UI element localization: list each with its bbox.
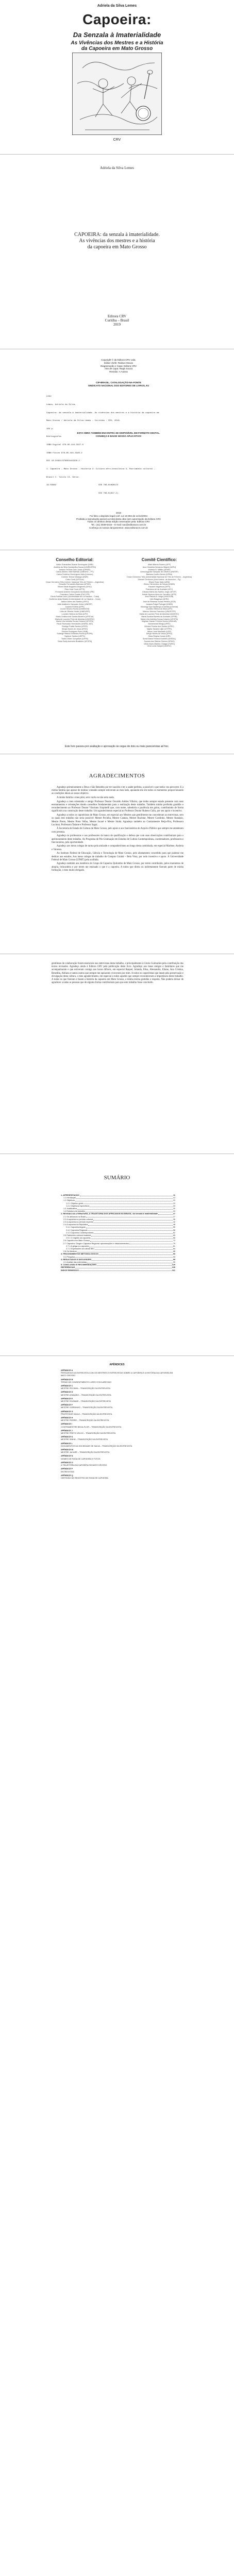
editorial-council-member: Maria Cristina dos Santos Bezerra (UFSCar) xyxy=(56,615,94,618)
appendix-description: TERMO DE CONSENTIMENTO LIVRE E ESCLARECIDO xyxy=(61,1381,112,1383)
toc-entry-page: 93 xyxy=(173,1253,175,1256)
cip-line: 1. Capoeira – Mato Grosso – História 2. Cultura afro-brasileira 3. Patrimônio cultural – xyxy=(46,468,156,470)
rights-line: Foi feito o depósito legal conf. Lei 10.994 de 14/12/2004 xyxy=(89,514,148,517)
toc-entry-page: 55 xyxy=(173,1226,175,1229)
toc-entry-page: 72 xyxy=(173,1240,175,1242)
toc-entry-label: 2.8 Os Mestres xyxy=(63,1250,77,1253)
acknowledgements-title: AGRADECIMENTOS xyxy=(89,773,145,779)
toc-leader-dots xyxy=(94,1221,173,1223)
title-page-title xyxy=(0,232,234,250)
editorial-council-member: Lídia de Oliveira Xavier (UNIEURO) xyxy=(59,611,90,613)
toc-entry-label: 2.3 A capoeira no período imperial xyxy=(63,1221,93,1224)
toc-leader-dots xyxy=(86,1216,172,1218)
editorial-council-title: Conselho Editorial: xyxy=(56,557,94,562)
notice-line-1: ESTA OBRA TAMBÉM ENCONTRA-SE DISPONÍVEL EM FORMATO DIGITAL. xyxy=(77,432,160,434)
toc-entry-page: 84 xyxy=(173,1248,175,1250)
appendix-heading: APÊNDICE I xyxy=(61,1423,72,1426)
rights-line: Tel.: (41) 3039-6418 – E-mail: sac@editoracrv.com.br xyxy=(91,523,146,527)
toc-entry-label: 2.7 Capoeira: Ginga e Capoeira Regional: aproximações e distanciamentos xyxy=(63,1242,129,1245)
cip-line: Bibliografia xyxy=(46,436,61,438)
toc-leader-dots xyxy=(91,1231,175,1236)
toc-leader-dots xyxy=(88,1229,173,1231)
editorial-council-list xyxy=(36,564,113,643)
toc-entry-label: 4. RESULTADOS E DISCUSSÕES xyxy=(61,1258,92,1261)
editorial-council-member: Andréia da Silva Quintanilha Sousa (UNIR/UFRN) xyxy=(54,566,96,568)
scientific-committee-member: Diosnel Centurion (Univ Americ. de Asunción – Py) xyxy=(138,578,181,581)
toc-entry-page: 20 xyxy=(173,1208,175,1210)
toc-entry-page: 27 xyxy=(173,1213,175,1215)
appendix-entry[interactable] xyxy=(61,1436,175,1441)
continuation-text xyxy=(52,962,183,985)
pub-line-1: Editora CRV xyxy=(107,314,127,318)
editorial-council-member: Élsio José Corá (UFFS) xyxy=(64,588,85,590)
scientific-committee-member: Ana Chrystina Venancio Mignot (UERJ) xyxy=(142,566,176,568)
appendix-heading: APÊNDICE C xyxy=(61,1385,73,1387)
cip-line: ISBN Digital 978-85-444-3327-5 xyxy=(46,444,84,447)
editorial-council-member: Cesar Gerónimo Tello (Univer. Nacional Três de Febrero – Argentina) xyxy=(45,581,104,583)
scientific-committee-member: Sérgio Nunes de Jesus (IFRO) xyxy=(146,633,173,635)
scientific-committee-member: Vânia Alves Martins Chaigar (FURG) xyxy=(143,642,175,645)
appendix-description: MESTRE ROZIMAR – TRANSCRIÇÃO DA ENTREVISTA xyxy=(61,1400,111,1403)
toc-entry-label: ÍNDICE REMISSIVO xyxy=(61,1269,79,1272)
appendix-description: ENTREVISTAS xyxy=(61,1470,75,1473)
toc-entry-label: 1. APRESENTAÇÃO xyxy=(61,1194,79,1196)
cover-publisher: CRV xyxy=(113,138,121,142)
editorial-council-member: Antônio Pereira Gaio Júnior (UFRRJ) xyxy=(59,568,91,571)
toc-entry-label: 2.6 Capoeira em Mato Grosso xyxy=(63,1240,90,1242)
toc-entry-page: 19 xyxy=(173,1202,175,1205)
cover-subtitle-2 xyxy=(0,40,234,52)
toc-leader-dots xyxy=(90,1205,172,1207)
toc-entry-page: 99 xyxy=(173,1261,175,1264)
appendix-entry[interactable] xyxy=(61,1423,175,1428)
editorial-council-member: Aldira Guimarães Duarte Domínguez (UNB) xyxy=(56,564,93,566)
scientific-committee-member: Jussara Fraga Portugal (UNEB) xyxy=(145,603,173,605)
toc-entry-page: 65 xyxy=(173,1234,175,1237)
toc-entry-label: 2.2 A capoeira no período colonial xyxy=(63,1218,93,1221)
credit-line: Revisão: A Autora xyxy=(109,370,128,374)
appendix-description: PERGUNTAS DA ENTREVISTA COM OS MESTRES E ENTREVISTAS SOBRE A CAPOEIRA E A HISTÓRIA DA CAPOEIRA EM MATO GROSSO xyxy=(61,1372,173,1377)
toc-leader-dots xyxy=(83,1202,173,1205)
cover-page xyxy=(0,0,234,155)
toc-leader-dots xyxy=(88,1224,172,1226)
appendix-heading: APÊNDICE M xyxy=(61,1449,73,1451)
toc-entry-page: 161 xyxy=(172,1269,175,1272)
appendix-entry[interactable] xyxy=(61,1449,175,1454)
cip-record xyxy=(46,391,191,500)
scientific-committee-member: Silvia Regina Canan (URI) xyxy=(148,635,171,638)
toc-entry-page: 88 xyxy=(173,1250,175,1253)
appendix-description: DOCUMENTOS DA SOCIEDADE DE SALVA – TRANSCRIÇÃO DA ENTREVISTA xyxy=(61,1445,132,1447)
editorial-council-member: Carmen Tereza Velanga (UNIR) xyxy=(61,575,88,578)
editorial-council-member: João Adalberto Campato Junior (UNESP) xyxy=(57,603,92,605)
scientific-committee-member: Maria de Lourdes Pinto de Almeida (UNOESC) xyxy=(139,613,179,615)
toc-leader-dots xyxy=(79,1269,172,1272)
editorial-council-member: Rodrigo Pratte-Santos (UFES) xyxy=(62,625,88,628)
appendix-entry[interactable] xyxy=(61,1475,175,1480)
scientific-committee-member: Sonia Maria Ferreira Koehler (UNISAL) xyxy=(142,637,176,640)
editorial-council-member: Leonel Severo Rocha (UNISINOS) xyxy=(60,608,90,611)
title-line-2: As vivências dos mestres e a história xyxy=(79,238,155,244)
editorial-council-member: Fernando Antônio Gonçalves Alcoforado (IPB) xyxy=(55,590,94,593)
appendix-description: MESTRE PECINHA – TRANSCRIÇÃO DA ENTREVISTA xyxy=(61,1387,111,1390)
toc-entry-label: 5. CONCLUSÃO E RECOMENDAÇÕES xyxy=(61,1264,96,1266)
editorial-council-member: Elione Maria Nogueira Diogenes (UFAL) xyxy=(58,586,92,588)
appendix-description: CERTIDÃO DE REGISTRO DE RODA DE CAPOEIRA xyxy=(61,1477,108,1479)
toc-entry-label: 1.2.2 Objetivos específicos xyxy=(66,1205,90,1207)
appendix-heading: APÊNDICE O xyxy=(61,1461,73,1464)
appendix-heading: APÊNDICE F xyxy=(61,1404,73,1406)
pub-line-3: 2019 xyxy=(113,323,121,327)
toc-entry-page: 135 xyxy=(172,1266,175,1269)
scientific-committee-member: Mohammed Elhajji (UFRJ) xyxy=(148,623,171,625)
toc-page xyxy=(0,1154,234,1356)
appendix-entry[interactable] xyxy=(61,1385,175,1390)
toc-leader-dots xyxy=(158,1213,173,1215)
toc-entry-page: 42 xyxy=(173,1221,175,1224)
councils-page xyxy=(0,550,234,754)
toc-entry-label: 3.1 Pesquisa xyxy=(63,1256,75,1258)
cip-title: CIP-BRASIL. CATALOGAÇÃO-NA-FONTE xyxy=(96,381,141,384)
cover-stamp xyxy=(136,106,151,121)
scientific-committee-member: Eliane Rose Maio (UEM) xyxy=(148,581,170,583)
cip-line: DOI 10.24824/978854443328.2 xyxy=(46,460,80,463)
toc-leader-dots xyxy=(92,1259,172,1261)
toc-leader-dots xyxy=(93,1215,175,1221)
toc-entry-label: 1.2.1 Objetivo geral xyxy=(66,1202,83,1205)
toc-leader-dots xyxy=(75,1266,171,1268)
cip-line: Brasil I. Título II. Série. xyxy=(46,476,80,479)
toc-leader-dots xyxy=(86,1210,173,1212)
cip-line: Mato Grosso / Adriela da Silva Lemes – Curitiba : CRV, 2019. xyxy=(46,420,121,422)
appendix-description: CONTRAMESTRE BEIJA-FLOR – TRANSCRIÇÃO DA ENTREVISTA xyxy=(61,1426,122,1428)
credit-line: Arte de Capa: Regis Souza xyxy=(104,367,133,370)
appendix-entry[interactable] xyxy=(61,1462,175,1467)
scientific-committee-member: Ilma Passos A. Veiga (UNICEUB) xyxy=(145,596,174,598)
editorial-council-member: Josania Portela (UFPI) xyxy=(65,605,85,608)
toc-entry-page: 48 xyxy=(173,1224,175,1226)
notice-line-2: CONHEÇA E BAIXE NOSSO APLICATIVO! xyxy=(95,434,142,437)
copyright-page xyxy=(0,349,234,550)
scientific-committee-list xyxy=(121,564,198,648)
appendix-description: MESTRE ATANÁSIO – TRANSCRIÇÃO DA ENTREVISTA xyxy=(61,1394,111,1396)
appendix-heading: APÊNDICE D xyxy=(61,1391,73,1394)
editorial-council-member: Paulo Romualdo Hernandes (UNIFAL-MG) xyxy=(57,623,93,625)
editorial-council-member: Maria Lília Imbiriba Sousa Colares (UFOPA) xyxy=(56,620,94,623)
toc-entry-page: 62 xyxy=(173,1231,175,1234)
scientific-committee-member: Kilwangy Kya Kapitango-a-Samba (Unemat) xyxy=(140,605,178,608)
continuation-paragraph: gentilezas de colaboração foram essenciais nas entrevistas desta trabalho, e principalmente à Gloria Guimarães pela contribuição dos textos revisados. Agradeço ainda à Editora CRV pela publicação deste livro. Agradeço aos meus amigos e familiares que me acompanharam e que estiveram comigo nas horas difíceis, em especial Raquel, Iolanda, Elisa, Alessandra, Eliane, Ana Cristina, Benedita, Adriana e tantos outros que sempre me apoiaram e torceram por mim. A todos os capoeiristas que lutam pela preservação e divulgação desta cultura, o meu agradecimento, em especial a todos aqueles que sempre reconheceram a importância deste trabalho. A todos os que fizeram e fazem a história da capoeira em Mato Grosso, a minha eterna gratidão e respeito. Não poderia deixar de agradecer a todas as pessoas que de alguma forma contribuíram para que este trabalho fosse concluído. xyxy=(52,962,183,985)
toc-entry-label: 2. REVISÃO DA LITERATURA, A TRAJETÓRIA DOS AFRICANOS NO BRASIL, da senzala à imaterialidade xyxy=(61,1213,158,1215)
appendix-heading: APÊNDICE Q xyxy=(61,1474,73,1477)
appendix-entry[interactable] xyxy=(61,1417,175,1422)
appendices-list xyxy=(61,1369,175,1481)
appendix-entry[interactable] xyxy=(61,1411,175,1416)
appendix-entry[interactable] xyxy=(61,1455,175,1460)
scientific-committee-member: Vera Lucia Gaspar (UDESC) xyxy=(147,645,172,648)
title-line-3: da capoeira em Mato Grosso xyxy=(87,244,147,250)
pub-line-2: Curitiba – Brasil xyxy=(105,318,129,323)
toc-entry-page: 11 xyxy=(173,1194,175,1196)
scientific-committee-member: Fauston Negreiros (UFPI) xyxy=(148,586,171,588)
scientific-committee-member: Najela Tavares Ujiie (UTFPR) xyxy=(146,628,172,630)
scientific-committee xyxy=(121,557,198,648)
toc-entry-page: 93 xyxy=(173,1256,175,1258)
appendix-heading: APÊNDICE P xyxy=(61,1468,73,1470)
editorial-council-member: Solange Helena Ximenes-Rocha (UFOPA) xyxy=(57,633,93,635)
cover-author: Adriela da Silva Lemes xyxy=(97,4,137,8)
appendix-heading: APÊNDICE K xyxy=(61,1436,73,1438)
scientific-committee-member: Míghian Danae Ferreira Nunes (UNILAB) xyxy=(142,620,177,623)
appendix-entry[interactable] xyxy=(61,1430,175,1435)
appendix-heading: APÊNDICE N xyxy=(61,1455,73,1458)
scientific-committee-member: Nilson José Machado (USP) xyxy=(147,630,172,633)
toc-leader-dots xyxy=(99,1253,173,1255)
scientific-committee-member: Inês Bragança (UERJ) xyxy=(149,598,169,601)
toc-entry-page: 27 xyxy=(173,1215,175,1218)
scientific-committee-member: Gláucia Maria dos Santos Jorge (UFOP) xyxy=(142,590,177,593)
toc-entry-page: 81 xyxy=(173,1245,175,1247)
scientific-committee-member: Andréia N. Militão (UEMS) xyxy=(148,568,171,571)
scientific-committee-member: Suzana dos Santos Gomes (UFMG) xyxy=(144,640,175,642)
toc-entry-label: 1.4 Estrutura do trabalho xyxy=(63,1210,85,1213)
appendix-description: MESTRE JACARÉ – TRANSCRIÇÃO DA ENTREVISTA xyxy=(61,1451,110,1454)
cip-header xyxy=(46,381,191,387)
toc-entry-page: 19 xyxy=(173,1205,175,1207)
acknowledgement-paragraph: Agradeço primeiramente a Deus e São Benedito por ter nascido e ter a saúde perfeita, a possível o que tenho vou percorrer. E à minha família que apesar de minhas vontades sempre estiveram ao meu lado, apoiando-me em todos os momentos proporcionando as condições ideais ao nosso objetivo. xyxy=(52,786,183,795)
toc-leader-dots xyxy=(80,1194,173,1196)
appendices-title: APÊNDICES xyxy=(109,1363,125,1366)
toc-leader-dots xyxy=(76,1197,172,1199)
editorial-council-member: Sydione Santos (UEPG) xyxy=(64,635,85,638)
toc-leader-dots xyxy=(129,1243,173,1245)
toc-title: SUMÁRIO xyxy=(104,1175,130,1181)
title-page xyxy=(0,155,234,349)
toc-entry-label: 1.3 Justificativa xyxy=(63,1208,77,1210)
scientific-committee-member: Maria Lília Imbiriba Sousa Colares (UFOPA) xyxy=(140,618,178,620)
scientific-committee-member: Barbara Coelho Neves (UFBA) xyxy=(146,573,173,576)
scientific-committee-member: Francisco Ari de Andrade (UFC) xyxy=(145,588,173,590)
scientific-committee-member: Maria Eurácia Barreto de Andrade (UFRB) xyxy=(141,615,177,618)
acknowledgement-paragraph: Agradeço a todos os capoeiristas de Mato Grosso, em especial aos Mestres que gentilmente me concederam as entrevistas, sem os quais este trabalho não seria possível: Mestre Pecinha, Mestre Catatau, Mestre Rozimar, Mestre Gordinho, Mestre Atanásio, Mestre Pierre, Mestre Preto Velho, Mestre Jacaré e Mestre Sinhá. Agradeço também ao Contramestre Beija-Flor, Professora Lucimar, Professora Tatiane e Professor Sagui. xyxy=(52,814,183,826)
toc-entry-label: 1.2 Objetivos xyxy=(63,1199,75,1202)
editorial-council-member: Gloria Fariñas León (Universidade de La Havana – Cuba) xyxy=(50,596,99,598)
toc-entry-label: 4.1 Análise das entrevistas xyxy=(63,1261,87,1264)
appendix-description: MESTRE GORDINHO – TRANSCRIÇÃO DA ENTREVISTA xyxy=(61,1406,113,1409)
toc-entry-page: 68 xyxy=(173,1237,175,1240)
editorial-council-member: Celso Conti (UFSCar) xyxy=(65,578,84,581)
acknowledgement-paragraph: Agradeço também aos membros do Grupo de Capoeira Quilombo de Mato Grosso, por terem contribuído, pelos momentos de alegria, brincadeira e por terem me ensinado o que é a capoeira. A todos que direta ou indiretamente fizeram parte de minha formação, o meu muito obrigado. xyxy=(52,862,183,872)
toc-entry-label: 2.5.1 O registro da capoeira xyxy=(66,1237,91,1240)
acknowledgements-text xyxy=(52,786,183,873)
appendix-heading: APÊNDICE G xyxy=(61,1410,73,1413)
cip-line: 19-55962 CDD 796.81098172 xyxy=(46,484,119,487)
appendix-heading: APÊNDICE J xyxy=(61,1429,73,1432)
toc-leader-dots xyxy=(95,1248,173,1250)
toc-entry-label: 2.7.1 A ginga e a capoeira xyxy=(66,1245,89,1247)
appendix-entry[interactable] xyxy=(61,1443,175,1448)
acknowledgement-paragraph: Agradeço às professoras e aos professores da banca de qualificação e defesa que com suas observações contribuíram para o aprimoramento deste trabalho. Ao Programa de Pós-Graduação em Estudos de Cultura Contemporânea, coordenadores, professores e funcionários, pela oportunidade. xyxy=(52,835,183,844)
acknowledgement-paragraph: À Secretaria de Estado de Cultura de Mato Grosso, pelo apoio e aos funcionários do Arquivo Público que sempre me atenderam com presteza. xyxy=(52,827,183,834)
scientific-committee-member: Helder Buenos Aires de Carvalho (UFPI) xyxy=(142,593,177,596)
cover-subtitle: Da Senzala à Imaterialidade xyxy=(73,31,161,39)
scientific-committee-member: Lourdes Helena da Silva (UFV) xyxy=(146,608,173,611)
appendix-description: MESTRE PIERRE – TRANSCRIÇÃO DA ENTREVISTA xyxy=(61,1419,109,1422)
scientific-committee-title: Comitê Científico: xyxy=(141,557,177,562)
acknowledgement-paragraph: Agradeço a meu orientador e amigo Professor Doutor Osvaldo Arêdes Villalva, que tenho sempre estado presente com seus ensinamentos e orientações dando conselhos fundamentais para a realização deste trabalho. Também minha profunda gratidão e reconhecimento ao Professor Doutor Vitoriano Scapinelli que, com nome, sabedoria e paciência me guiou, contribuindo de forma significativa na construção deste trabalho. Um agradecimento especial ao Professor Doutor Rubens Caliu, por seu apoio e incentivo. xyxy=(52,800,183,813)
cip-line: Lemes, Adriela da Silva. xyxy=(46,404,76,406)
scientific-committee-member: Marcos Vinicius Francisco (UNOESTE) xyxy=(142,611,176,613)
appendix-entry[interactable] xyxy=(61,1468,175,1473)
rights-line: Conheça os nossos lançamentos: www.editoracrv.com.br xyxy=(89,526,148,529)
toc-entry-label: 2.1 Os africanos no Brasil xyxy=(63,1215,86,1218)
credit-line: Editor-chefe: Railson Moura xyxy=(104,361,133,364)
title-page-author: Adriela da Silva Lemes xyxy=(100,166,134,170)
toc-leader-dots xyxy=(86,1226,173,1228)
cover-subtitle-2-line2: da Capoeira em Mato Grosso xyxy=(81,46,153,52)
acknowledgement-paragraph: Agradeço aos meus colegas de turma pela amizade e companheirismo ao longo desta caminhada, em especial Marlene, Andreia e Vanessa. xyxy=(52,845,183,851)
toc-leader-dots xyxy=(77,1208,173,1210)
toc-leader-dots xyxy=(87,1258,175,1263)
appendix-entry[interactable] xyxy=(61,1391,175,1396)
scientific-committee-member: Elizeu Clementino de Souza (UNEB) xyxy=(143,583,175,586)
rights-line: Proibida a reprodução parcial ou total desta obra sem autorização da Editora CRV xyxy=(76,517,161,520)
toc-entry-label: REFERÊNCIAS xyxy=(61,1266,75,1269)
appendix-heading: APÊNDICE E xyxy=(61,1397,73,1400)
title-page-publisher xyxy=(0,314,234,327)
toc-leader-dots xyxy=(77,1250,173,1252)
toc-entry-label: 2.4.2 Capoeira Regional xyxy=(66,1229,87,1231)
appendix-heading: APÊNDICE L xyxy=(61,1442,73,1445)
toc-leader-dots xyxy=(75,1199,173,1201)
credit-line: Diagramação e Capa: Editora CRV xyxy=(101,364,137,367)
toc-entry-page: 24 xyxy=(173,1210,175,1213)
editorial-council-member: Guillermo Arias Beatón (Universidade de La Havana – Cuba) xyxy=(49,598,101,601)
cip-line: L552 xyxy=(46,396,52,398)
legal-rights xyxy=(46,512,191,530)
rights-year: 2019 xyxy=(115,512,121,514)
appendix-description: MESTRE SINHÁ – TRANSCRIÇÃO DA ENTREVISTA xyxy=(61,1438,108,1441)
editorial-council-member: Lourdes Helena da Silva (UFV) xyxy=(61,613,88,615)
appendix-heading: APÊNDICE H xyxy=(61,1417,73,1419)
appendix-entry[interactable] xyxy=(61,1369,175,1378)
copyright-credits xyxy=(46,359,191,374)
editorial-council-member: Carlos Alberto Vilar Estêvão (UMINHO – PT) xyxy=(56,571,94,573)
appendix-heading: APÊNDICE B xyxy=(61,1378,73,1381)
toc-list xyxy=(61,1194,175,1272)
cip-line: ISBN Físico 978-85-444-3328-2 xyxy=(46,452,82,454)
cip-line: 164 p. xyxy=(46,428,54,430)
acknowledgement-paragraph: Ao Instituto Federal de Educação, Ciência e Tecnologia de Mato Grosso, pelo afastamento concedido para que pudesse me dedicar aos estudos. Aos meus colegas de trabalho do Campus Cuiabá – Bela Vista, por todo incentivo e apoio. À Universidade Federal de Mato Grosso (UFMT) pela acolhida. xyxy=(52,852,183,861)
toc-entry-label: 1.1 Introdução xyxy=(63,1197,76,1199)
editorial-council-member: Jailson Alves dos Santos (UFRJ) xyxy=(61,600,89,603)
appendix-description: PROFESSOR SAGUI – TRANSCRIÇÃO DA ENTREVISTA xyxy=(61,1413,112,1415)
editorial-council-member: Sérgio Nunes de Jesus (IFRO) xyxy=(61,628,88,630)
toc-entry-page: 35 xyxy=(173,1218,175,1221)
editorial-council-member: Tadeu Oliver Gonçalves (UFPA) xyxy=(61,637,89,640)
scientific-committee-member: Mônica Pereira dos Santos (UFRJ) xyxy=(144,625,174,628)
toc-entry-page: 58 xyxy=(173,1229,175,1231)
appendices-page xyxy=(0,1356,234,2576)
toc-entry-page: 129 xyxy=(172,1264,175,1266)
scientific-committee-member: Anna Augusta Sampaio de Oliveira (UNESP) xyxy=(140,571,178,573)
scientific-committee-member: José de Ribamar Sousa Pereira (UCB) xyxy=(143,600,176,603)
toc-entry-page: 19 xyxy=(173,1199,175,1202)
appendix-heading: APÊNDICE A xyxy=(61,1369,73,1371)
title-line-1: CAPOEIRA: da senzala à imaterialidade. xyxy=(74,232,160,238)
toc-entry-label: 2.4 A capoeira na República xyxy=(63,1224,88,1226)
toc-entry-label: 2.7.2 Expressões da cultura afro xyxy=(66,1248,94,1250)
appendix-description: NOMES DE RODA DE CAPOEIRA E FOTOS xyxy=(61,1458,101,1460)
toc-entry-page: 13 xyxy=(173,1197,175,1199)
editorial-council xyxy=(36,557,113,643)
appendix-entry[interactable] xyxy=(61,1379,175,1384)
cover-title: Capoeira: xyxy=(82,11,152,27)
scientific-committee-member: Cesar Gerónimo Tello (Universidad Nacional de Três de Febrero – Argentina) xyxy=(127,575,192,578)
editorial-council-member: Tania Suely Azevedo Brasileiro (UFOPA) xyxy=(57,640,92,642)
editorial-council-member: Carlos Federico Domínguez Avila (Unieuro) xyxy=(56,573,93,576)
cover-illustration xyxy=(72,53,162,135)
peer-review-note: Este livro passou por avaliação e aprovação às cegas de dois ou mais pareceristas ad hoc. xyxy=(64,745,170,748)
toc-entry[interactable] xyxy=(61,1269,175,1272)
acknowledgements-continued-page xyxy=(0,954,234,1154)
cover-subtitle-2-line1: As Vivências dos Mestres e a História xyxy=(71,40,163,46)
toc-entry-page: 79 xyxy=(173,1242,175,1245)
cip-line: CDU 796.8(817.2) xyxy=(46,492,119,495)
toc-entry-label: 2.4.1 Capoeira Angola xyxy=(66,1226,86,1229)
toc-entry-page: 99 xyxy=(173,1258,175,1261)
acknowledgement-paragraph: A minha família o meu pilar, sem vocês eu não seria nada. xyxy=(57,796,114,800)
cip-line: Capoeira: da senzala à imaterialidade. As vivências dos mestres e a história da capoeira em xyxy=(46,412,159,414)
credit-line: Copyright © da Editora CRV Ltda. xyxy=(101,359,136,361)
toc-entry-label: 3. PROCEDIMENTOS METODOLÓGICOS xyxy=(61,1253,98,1256)
editorial-council-member: Francisco Carlos Duarte (PUC-PR) xyxy=(60,593,90,596)
toc-leader-dots xyxy=(75,1256,173,1258)
editorial-council-member: Maria de Lourdes Pinto de Almeida (UNOESC) xyxy=(55,618,95,620)
toc-entry-label: 2.4.3 Capoeira Contemporânea xyxy=(66,1231,94,1234)
editorial-council-member: Simone Rodrigues Pinto (UNB) xyxy=(61,630,88,633)
appendix-entry[interactable] xyxy=(61,1404,175,1409)
toc-leader-dots xyxy=(90,1240,173,1242)
toc-leader-dots xyxy=(91,1237,173,1239)
rights-line: Todos os direitos desta edição reservados pela: Editora CRV xyxy=(87,520,150,523)
toc-entry-label: 2.5 Patrimônio cultural imaterial xyxy=(63,1234,91,1237)
digital-notice xyxy=(46,432,191,438)
toc-leader-dots xyxy=(97,1264,172,1266)
appendix-description: MESTRE PRETO VELHO – TRANSCRIÇÃO DA ENTREVISTA xyxy=(61,1432,116,1435)
cip-subtitle: SINDICATO NACIONAL DOS EDITORES DE LIVROS, RJ xyxy=(88,384,149,387)
editorial-council-member: Eduardo Fernandes Barbosa (UFMG) xyxy=(59,583,91,586)
scientific-committee-member: Altair Alberto Fávero (UPF) xyxy=(147,564,171,566)
appendix-description: A TRAJETÓRIA DA CAPOEIRA EM MATO GROSSO xyxy=(61,1464,107,1467)
toc-leader-dots xyxy=(94,1232,173,1234)
appendix-entry[interactable] xyxy=(61,1398,175,1403)
acknowledgements-page xyxy=(0,754,234,954)
